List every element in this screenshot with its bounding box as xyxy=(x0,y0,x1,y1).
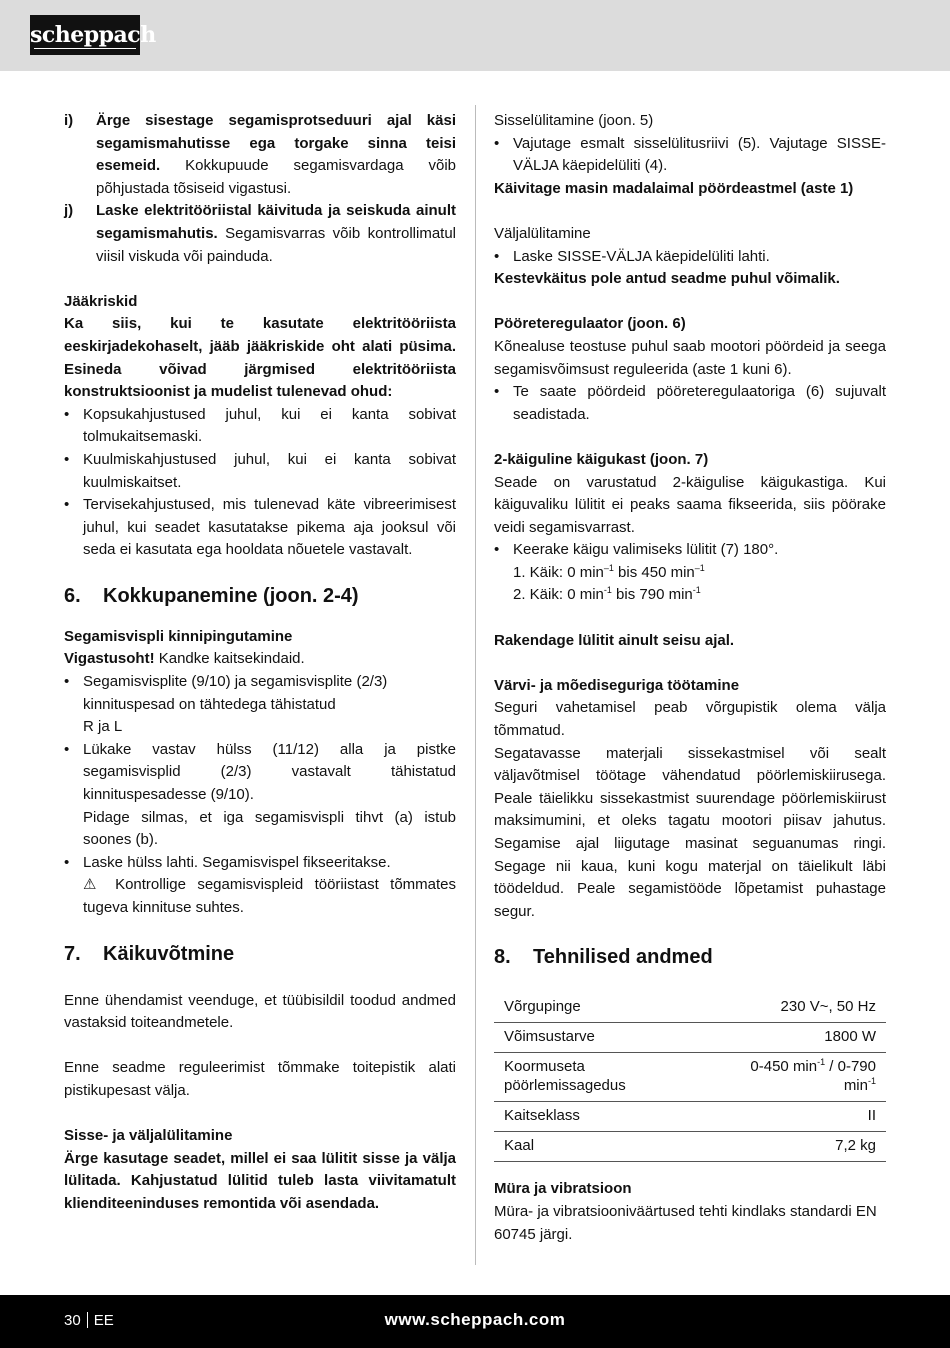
bullet-item: • Vajutage esmalt sisselülitusriivi (5). Vajutage SISSE-VÄLJA käepidelüliti (4). xyxy=(494,133,886,178)
note: Rakendage lülitit ainult seisu ajal. xyxy=(494,631,735,649)
paragraph: Enne seadme reguleerimist tõmmake toitepistik alati pistikupesast välja. xyxy=(64,1059,456,1099)
item-text: Kokkupuude segamisvardaga võib põhjustada tõsiseid vigastusi. xyxy=(96,157,456,197)
specs-table xyxy=(494,993,886,1162)
paragraph: Seguri vahetamisel peab võrgupistik olema välja tõmmatud. xyxy=(494,699,886,740)
bullet-text: Te saate pöördeid pööreteregulaatoriga (6) sujuvalt seadistada. xyxy=(513,383,886,423)
subsection-title: Pööreteregulaator (joon. 6) xyxy=(494,315,686,333)
subsection-title: 2-käiguline käigukast (joon. 7) xyxy=(494,450,709,468)
bullet-item: • Lükake vastav hülss (11/12) alla ja pistke segamisvisplid (2/3) vastavalt tähistatud kinnituspesadesse (9/10). Pidage silmas, et iga segamisvispli tihvt (a) istub soones (b). xyxy=(64,739,456,852)
left-column xyxy=(64,110,456,1216)
table-row: Koormuseta pöörlemissagedus 0-450 $\min^{-1} / 0-790$ $\min^{-1}$ xyxy=(494,1053,886,1102)
subsection-title: Sisselülitamine (joon. 5) xyxy=(494,112,654,129)
subsection-title: Väljalülitamine xyxy=(494,224,591,242)
item-bold: Ärge sisestage segamisprotseduuri ajal käsi segamismahutisse ega torgake sinna teisi esemeid. xyxy=(96,112,456,175)
paragraph: Enne ühendamist veenduge, et tüübisildil toodud andmed vastaksid toiteandmetele. xyxy=(64,991,456,1032)
paragraph: Segatavasse materjali sissekastmisel või sealt väljavõtmisel töötage vähendatud pöörlemiskiirusega. Peale täielikku sissekastmist suurendage pöörlemiskiirust maksimumini, et oleks tagatu mootori piisav jahutus. Segamise ajal liigutage masinat seguanumas ringi. Segage nii kaua, kuni kogu materjal on täielikult läbi töödeldud. Peale segamistööde lõpetamist puhastage segur. xyxy=(494,744,886,920)
bullet-item: • Keerake käigu valimiseks lülitit (7) 180°. xyxy=(494,539,886,562)
list-item-j xyxy=(64,200,456,268)
section-8-heading: 8. Tehnilised andmed xyxy=(494,946,713,969)
item-marker: i) xyxy=(64,112,74,129)
bullet-text: Segamisvisplite (9/10) ja segamisvisplite (2/3) kinnituspesad on tähtedega tähistatud xyxy=(83,673,388,713)
note: Käivitage masin madalaimal pöördeastmel (aste 1) xyxy=(494,179,854,197)
bullet-item: • Te saate pöördeid pööreteregulaatoriga (6) sujuvalt seadistada. xyxy=(494,381,886,426)
warning-triangle-icon: ⚠ xyxy=(83,876,104,894)
bullet-text: Laske hülss lahti. Segamisvispel fikseeritakse. xyxy=(83,853,391,871)
bullet-item: • Laske hülss lahti. Segamisvispel fikseeritakse. ⚠ Kontrollige segamisvispleid tööriistast tõmmates tugeva kinnituse suhtes. xyxy=(64,853,456,916)
bullet-text: Laske SISSE-VÄLJA käepidelüliti lahti. xyxy=(513,247,770,265)
bullet-extra: Kontrollige segamisvispleid tööriistast tõmmates tugeva kinnituse suhtes. xyxy=(83,876,456,916)
switch-warning: Ärge kasutage seadet, millel ei saa lülitit sisse ja välja lülitada. Kahjustatud lülitid tuleb lasta viivitamatult klienditeeninduses remontida või asendada. xyxy=(64,1149,456,1212)
table-row: Kaal 7,2 kg xyxy=(494,1132,886,1162)
subsection-title: Segamisvispli kinnipingutamine xyxy=(64,627,293,645)
residual-risk-text: Ka siis, kui te kasutate elektritööriista eeskirjadekohaselt, jääb jääkriskide oht alati püsima. Esineda võivad järgmised elektritööriista konstruktsioonist ja mudelist tulenevad ohud: xyxy=(64,315,456,401)
list-item-i xyxy=(64,110,456,200)
bullet-text: Vajutage esmalt sisselülitusriivi (5). Vajutage SISSE-VÄLJA käepidelüliti (4). xyxy=(513,134,886,175)
bullet-item: • Segamisvisplite (9/10) ja segamisvisplite (2/3) kinnituspesad on tähtedega tähistatud R ja L xyxy=(64,671,456,739)
section-7-heading: 7. Käikuvõtmine xyxy=(64,942,235,965)
item-marker: j) xyxy=(64,202,74,220)
table-row: Kaitseklass II xyxy=(494,1102,886,1132)
bullet-text: Tervisekahjustused, mis tulenevad käte vibreerimisest juhul, kui seadet kasutatakse pikema aja jooksul või seda ei kasutata ega hooldata nõuetele vastavalt. xyxy=(83,496,456,559)
bullet-text: Keerake käigu valimiseks lülitit (7) 180°. xyxy=(513,541,779,559)
item-bold: Laske elektritööriistal käivituda ja seiskuda ainult segamismahutis. xyxy=(96,202,456,242)
bullet-text: Kopsukahjustused juhul, kui ei kanta sobivat tolmukaitsemaski. xyxy=(83,405,456,446)
scheppach-logo: scheppach xyxy=(30,15,140,55)
subsection-title: Müra ja vibratsioon xyxy=(494,1180,632,1198)
paragraph: Kõnealuse teostuse puhul saab mootori pöördeid ja seega segamisvõimsust reguleerida (aste 1 kuni 6). xyxy=(494,337,886,378)
gear-1: 1. Käik: 0 $\min^{-1}$ bis 450 $\min^{-1}$ xyxy=(513,562,705,581)
gear-2: 2. Käik: 0 $\min^{-1}$ bis 790 $\min^{-1}$ xyxy=(513,585,701,604)
item-text: Segamisvarras võib kontrollimatul viisil viskuda või painduda. xyxy=(96,224,456,265)
bullet-text: Lükake vastav hülss (11/12) alla ja pistke segamisvisplid (2/3) vastavalt tähistatud kinnituspesadesse (9/10). xyxy=(83,740,456,804)
paragraph: Seade on varustatud 2-käigulise käigukastiga. Kui käiguvaliku lülitit ei peaks saama fikseerida, siis pöörake veidi segamisvarrast. xyxy=(494,473,886,536)
website-link[interactable]: www.scheppach.com xyxy=(384,1310,566,1329)
table-row: Võrgupinge 230 V~, 50 Hz xyxy=(494,993,886,1023)
note: Kestevkäitus pole antud seadme puhul võimalik. xyxy=(494,270,840,288)
footer-bar xyxy=(0,1295,950,1348)
bullet-text: Kuulmiskahjustused juhul, kui ei kanta sobivat kuulmiskaitset. xyxy=(83,450,456,491)
subsection-title: Värvi- ja mõediseguriga töötamine xyxy=(494,676,740,694)
right-column xyxy=(494,110,886,1246)
column-divider xyxy=(475,105,476,1265)
bullet-item: • Kuulmiskahjustused juhul, kui ei kanta sobivat kuulmiskaitset. xyxy=(64,449,456,494)
page-number: 30 EE xyxy=(64,1312,114,1329)
bullet-extra: Pidage silmas, et iga segamisvispli tihvt (a) istub soones (b). xyxy=(83,808,456,849)
bullet-item: • Tervisekahjustused, mis tulenevad käte vibreerimisest juhul, kui seadet kasutatakse pikema aja jooksul või seda ei kasutata ega hooldata nõuetele vastavalt. xyxy=(64,494,456,562)
bullet-item: • Laske SISSE-VÄLJA käepidelüliti lahti. xyxy=(494,246,886,269)
residual-risk-title: Jääkriskid xyxy=(64,292,138,310)
paragraph: Müra- ja vibratsiooniväärtused tehti kindlaks standardi EN 60745 järgi. xyxy=(494,1202,877,1243)
section-6-heading: 6. Kokkupanemine (joon. 2-4) xyxy=(64,584,359,607)
warning-label: Vigastusoht! xyxy=(64,650,155,668)
subsection-title: Sisse- ja väljalülitamine xyxy=(64,1127,233,1145)
table-row: Võimsustarve 1800 W xyxy=(494,1023,886,1053)
header-bar xyxy=(0,0,950,71)
bullet-item: • Kopsukahjustused juhul, kui ei kanta sobivat tolmukaitsemaski. xyxy=(64,404,456,449)
bullet-extra: R ja L xyxy=(83,718,123,736)
warning-text: Kandke kaitsekindaid. xyxy=(154,650,305,668)
